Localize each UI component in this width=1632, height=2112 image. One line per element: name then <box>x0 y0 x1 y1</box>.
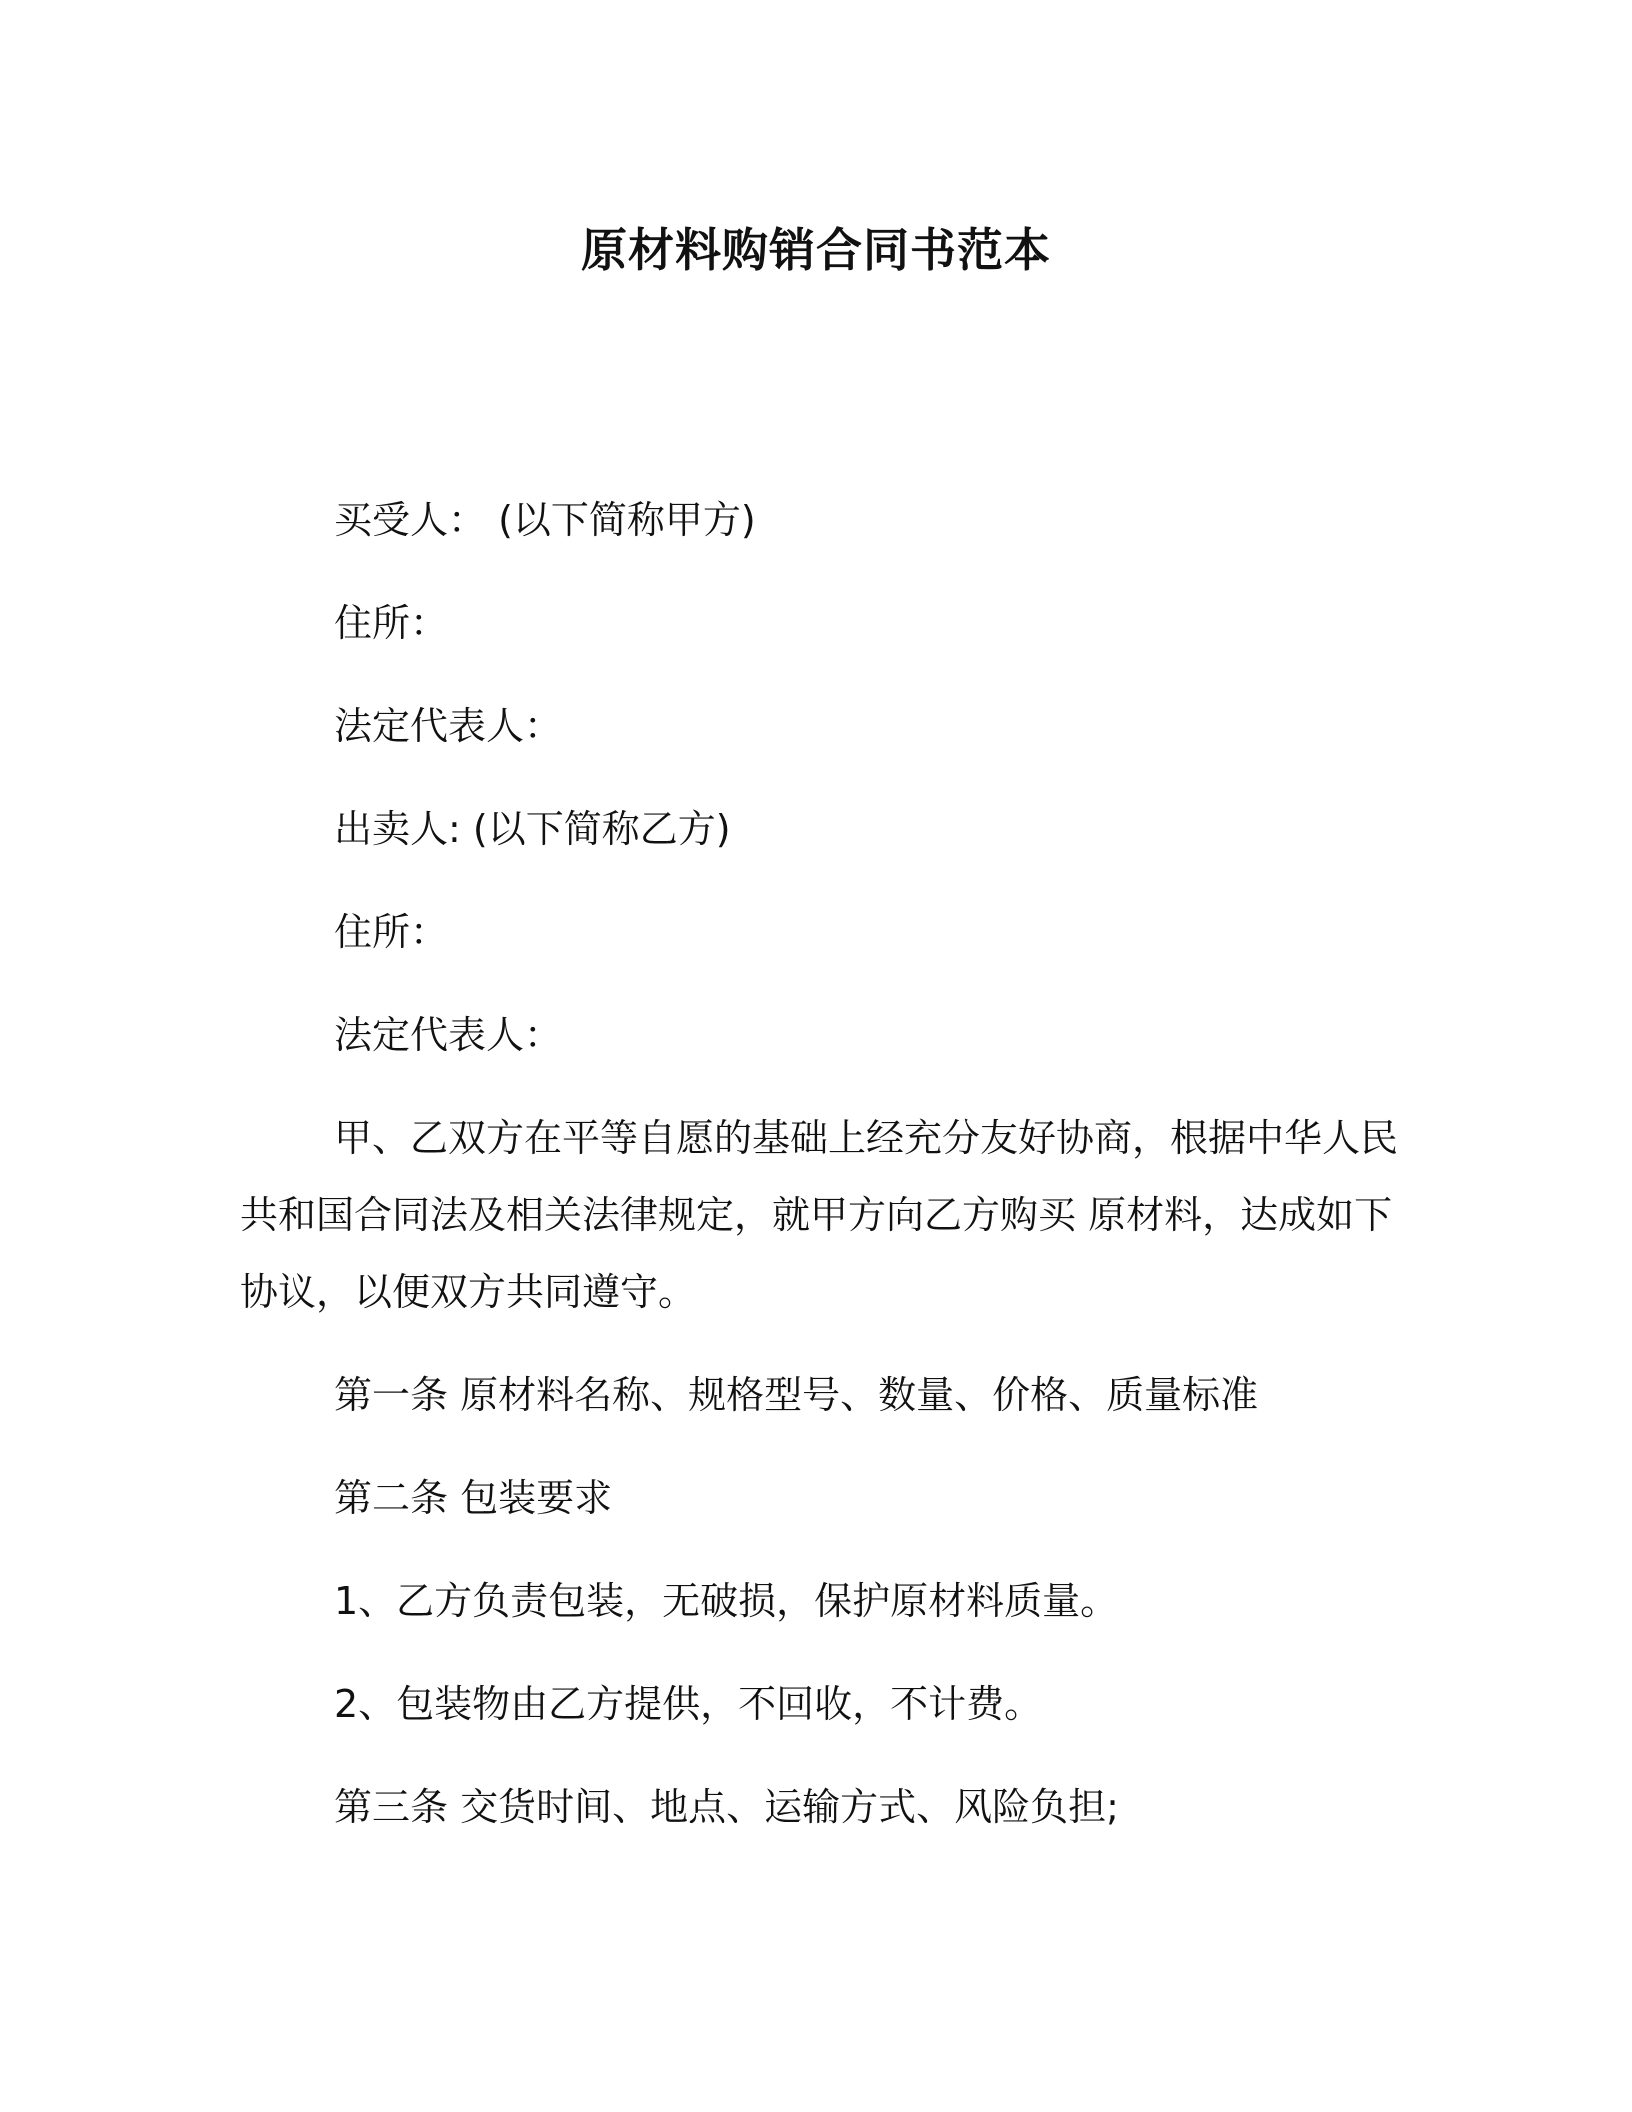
seller-line: 出卖人: (以下简称乙方) <box>334 807 731 851</box>
preamble-line-1: 甲、乙双方在平等自愿的基础上经充分友好协商，根据中华人民 <box>334 1116 1399 1160</box>
document-title: 原材料购销合同书范本 <box>581 223 1051 277</box>
article-2-heading: 第二条 包装要求 <box>334 1476 613 1520</box>
buyer-legal-rep-line: 法定代表人： <box>334 704 563 748</box>
article-2-item-2: 2、包装物由乙方提供，不回收，不计费。 <box>334 1682 1043 1726</box>
preamble-line-2: 共和国合同法及相关法律规定，就甲方向乙方购买 原材料，达成如下 <box>240 1193 1393 1237</box>
seller-legal-rep-line: 法定代表人： <box>334 1013 563 1057</box>
article-1-heading: 第一条 原材料名称、规格型号、数量、价格、质量标准 <box>334 1373 1259 1417</box>
article-2-item-1: 1、乙方负责包装，无破损，保护原材料质量。 <box>334 1579 1119 1623</box>
article-3-heading: 第三条 交货时间、地点、运输方式、风险负担; <box>334 1785 1119 1829</box>
preamble-line-3: 协议，以便双方共同遵守。 <box>240 1270 697 1314</box>
buyer-line: 买受人： (以下简称甲方) <box>334 498 756 542</box>
seller-address-line: 住所： <box>334 910 449 954</box>
buyer-address-line: 住所： <box>334 601 449 645</box>
